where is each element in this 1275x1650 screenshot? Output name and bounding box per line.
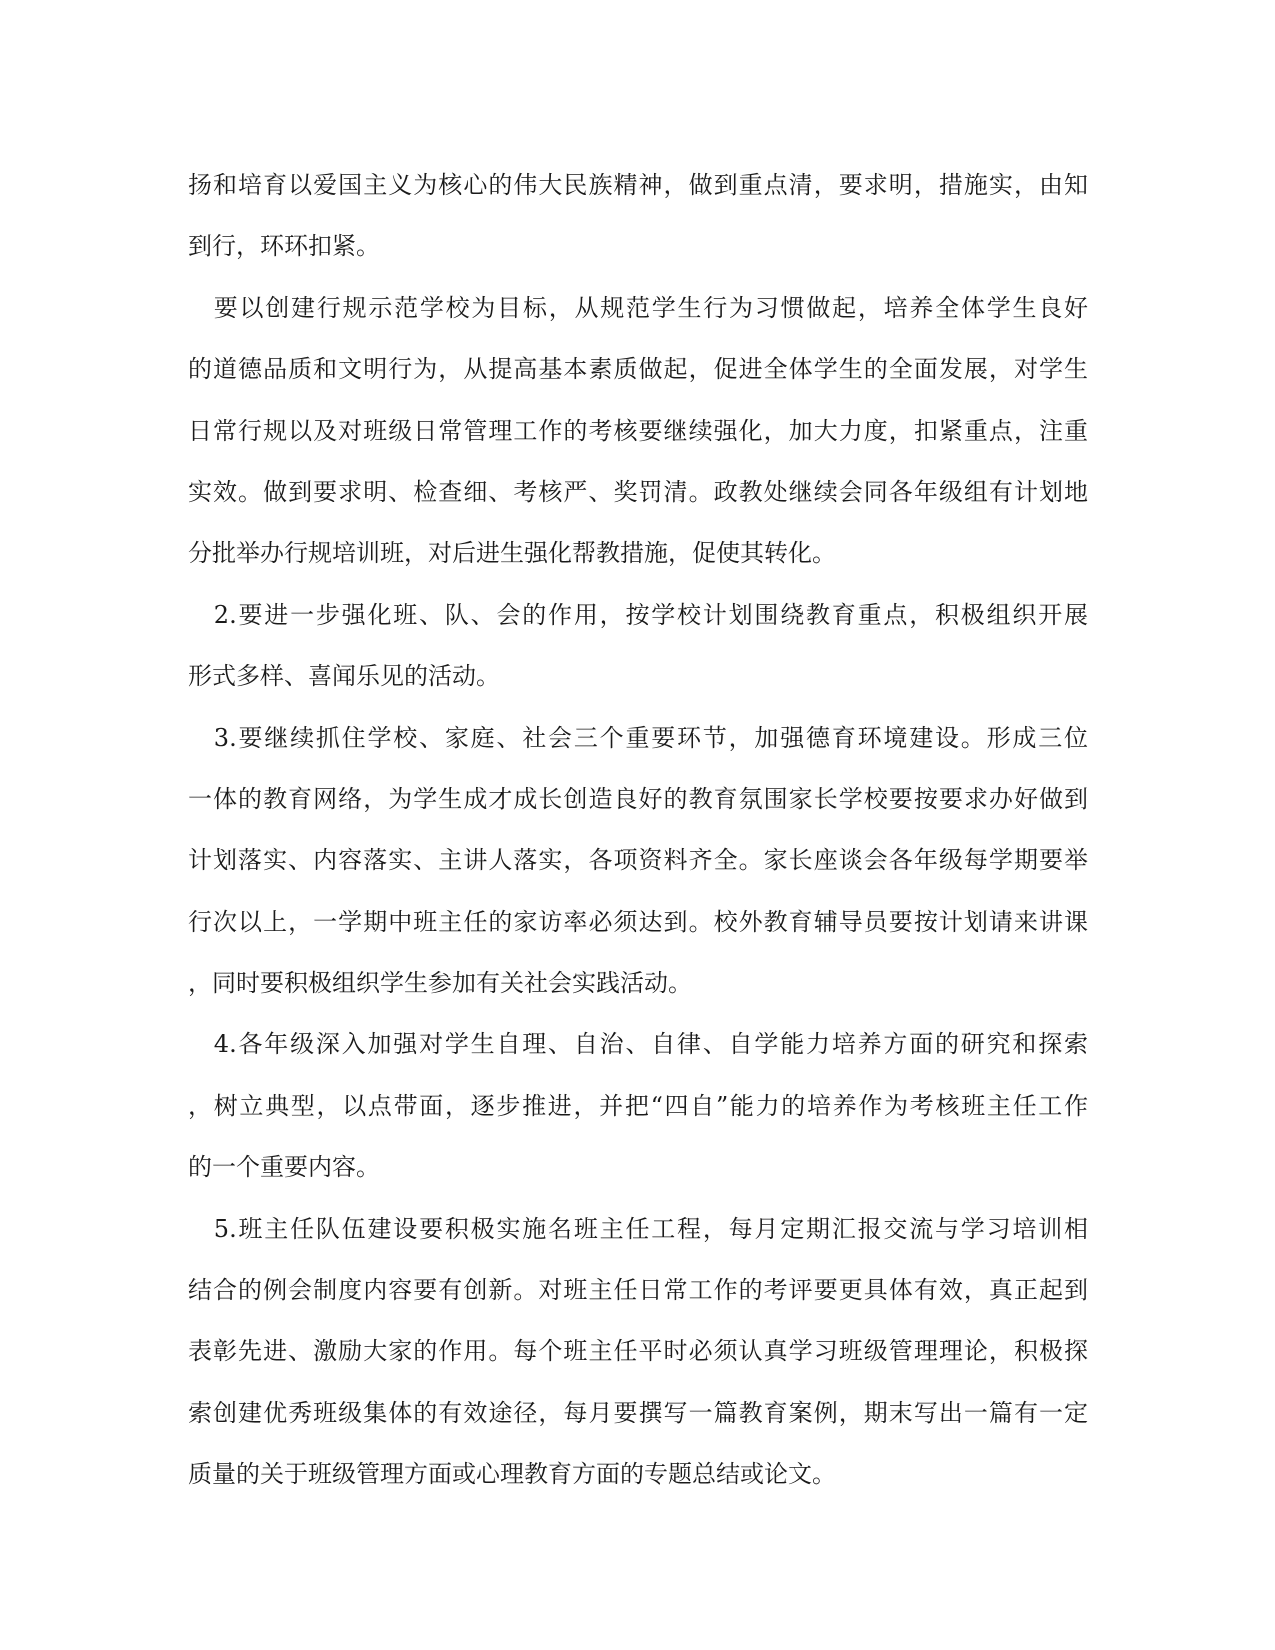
text-line: 表彰先进、激励大家的作用。每个班主任平时必须认真学习班级管理理论，积极探	[188, 1337, 1088, 1366]
text-line: 一体的教育网络，为学生成才成长创造良好的教育氛围家长学校要按要求办好做到	[188, 784, 1088, 813]
text-line: 行次以上，一学期中班主任的家访率必须达到。校外教育辅导员要按计划请来讲课	[188, 907, 1088, 936]
text-line: 索创建优秀班级集体的有效途径，每月要撰写一篇教育案例，期末写出一篇有一定	[188, 1398, 1088, 1427]
text-line: ，同时要积极组织学生参加有关社会实践活动。	[188, 969, 692, 998]
text-line: 的道德品质和文明行为，从提高基本素质做起，促进全体学生的全面发展，对学生	[188, 355, 1088, 384]
text-line: 5.班主任队伍建设要积极实施名班主任工程，每月定期汇报交流与学习培训相	[188, 1214, 1088, 1243]
text-line: 3.要继续抓住学校、家庭、社会三个重要环节，加强德育环境建设。形成三位	[188, 723, 1088, 752]
text-line: 要以创建行规示范学校为目标，从规范学生行为习惯做起，培养全体学生良好	[188, 293, 1088, 322]
text-line: 形式多样、喜闻乐见的活动。	[188, 662, 500, 691]
text-line: 计划落实、内容落实、主讲人落实，各项资料齐全。家长座谈会各年级每学期要举	[188, 846, 1088, 875]
text-line: 到行，环环扣紧。	[188, 232, 380, 261]
text-line: 2.要进一步强化班、队、会的作用，按学校计划围绕教育重点，积极组织开展	[188, 600, 1088, 629]
text-line: 结合的例会制度内容要有创新。对班主任日常工作的考评要更具体有效，真正起到	[188, 1276, 1088, 1305]
body-text	[188, 170, 1088, 1521]
text-line: 实效。做到要求明、检查细、考核严、奖罚清。政教处继续会同各年级组有计划地	[188, 477, 1088, 506]
text-line: 日常行规以及对班级日常管理工作的考核要继续强化，加大力度，扣紧重点，注重	[188, 416, 1088, 445]
text-line: 质量的关于班级管理方面或心理教育方面的专题总结或论文。	[188, 1460, 836, 1489]
text-line: 的一个重要内容。	[188, 1153, 380, 1182]
text-line: 分批举办行规培训班，对后进生强化帮教措施，促使其转化。	[188, 539, 836, 568]
text-line: 扬和培育以爱国主义为核心的伟大民族精神，做到重点清，要求明，措施实，由知	[188, 171, 1088, 199]
text-line: ，树立典型，以点带面，逐步推进，并把“四自”能力的培养作为考核班主任工作	[188, 1091, 1088, 1120]
text-line: 4.各年级深入加强对学生自理、自治、自律、自学能力培养方面的研究和探索	[188, 1030, 1088, 1059]
